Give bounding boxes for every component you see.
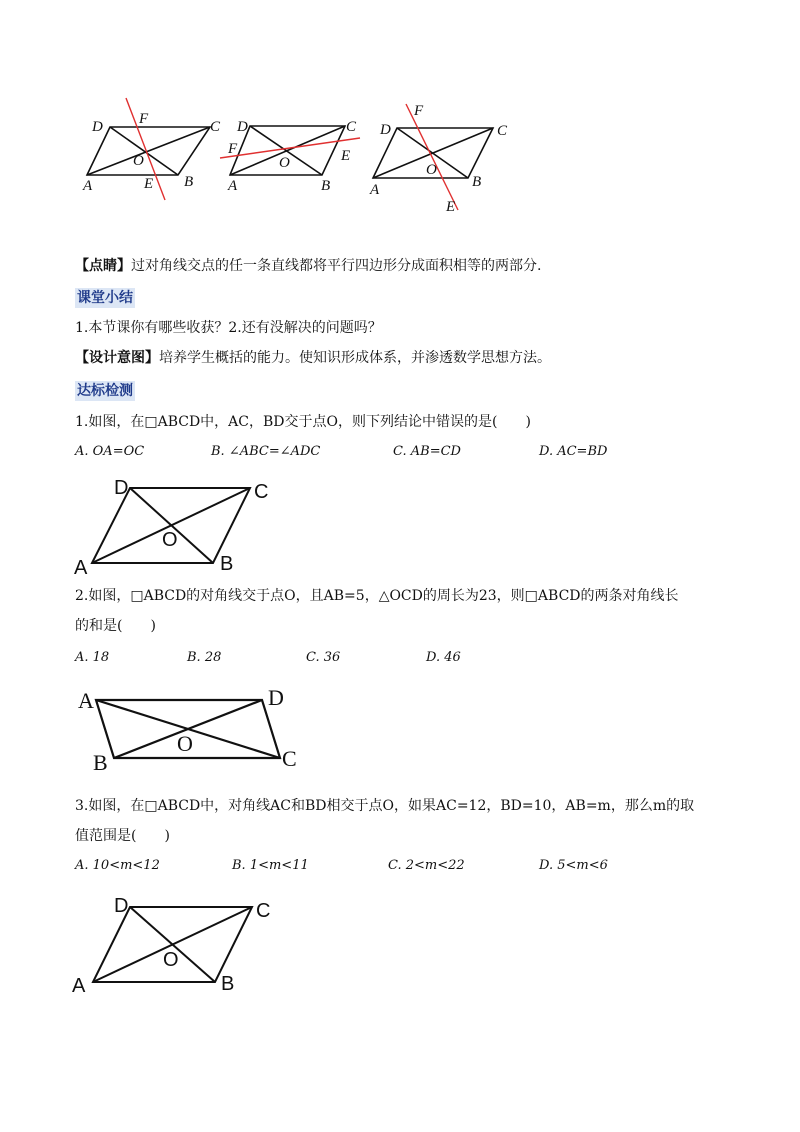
intent-line (75, 348, 551, 368)
q3-label-o: O (163, 949, 179, 971)
summary-questions: 1.本节课你有哪些收获？2.还有没解决的问题吗？ (75, 320, 382, 336)
q2-text-line1: 2.如图，□ABCD的对角线交于点O，且AB=5，△OCD的周长为23，则□ABCD的两条对角线长 (75, 588, 679, 604)
figure-3-labels (369, 103, 508, 215)
diagonal-bd-1 (110, 127, 178, 175)
label-d: D (92, 119, 103, 135)
q2-label-d: D (268, 685, 284, 710)
q1-diagonal-bd (130, 488, 213, 563)
figure-2-labels (227, 119, 357, 194)
q2-text-line2: 的和是( ) (75, 618, 156, 634)
q2-option-d: D. 46 (426, 650, 461, 665)
q3-label-d: D (114, 895, 129, 917)
tip-label: 【点睛】 (75, 258, 131, 274)
q2-option-c: C. 36 (306, 650, 341, 665)
top-figures (60, 90, 540, 220)
label-a: A (370, 182, 380, 198)
q3-label-c: C (256, 900, 271, 922)
q2-label-c: C (282, 746, 297, 771)
summary-heading: 课堂小结 (77, 290, 133, 306)
q1-label-o: O (162, 529, 178, 551)
q1-option-d: D. AC=BD (539, 444, 608, 459)
q3-option-d: D. 5<m<6 (539, 858, 608, 873)
label-d: D (380, 122, 391, 138)
label-f: F (228, 141, 238, 157)
q1-option-b: B. ∠ABC=∠ADC (211, 444, 321, 459)
tip-line (75, 256, 541, 276)
label-a: A (228, 178, 238, 194)
label-d: D (237, 119, 248, 135)
intent-text: 培养学生概括的能力。使知识形成体系，并渗透数学思想方法。 (159, 350, 551, 366)
label-e: E (446, 199, 456, 215)
q1-text: 1.如图，在□ABCD中，AC，BD交于点O，则下列结论中错误的是( ) (75, 414, 531, 430)
label-e: E (341, 148, 351, 164)
q1-label-c: C (254, 481, 269, 503)
q3-label-a: A (72, 975, 86, 997)
figure-3 (373, 104, 493, 210)
label-e: E (144, 176, 154, 192)
q1-label-d: D (114, 477, 129, 499)
q3-option-c: C. 2<m<22 (388, 858, 465, 873)
q2-option-b: B. 28 (187, 650, 222, 665)
label-b: B (321, 178, 331, 194)
q3-option-a: A. 10<m<12 (75, 858, 160, 873)
label-o: O (426, 162, 437, 178)
label-o: O (279, 155, 290, 171)
label-f: F (414, 103, 424, 119)
q2-label-b: B (93, 750, 108, 775)
q3-text-line1: 3.如图，在□ABCD中，对角线AC和BD相交于点O，如果AC=12，BD=10，AB=m，那么m的取 (75, 798, 695, 814)
label-o: O (133, 153, 144, 169)
q2-option-a: A. 18 (75, 650, 110, 665)
intent-label: 【设计意图】 (75, 350, 159, 366)
q1-option-c: C. AB=CD (393, 444, 461, 459)
check-heading: 达标检测 (77, 383, 133, 399)
q3-option-b: B. 1<m<11 (232, 858, 309, 873)
q2-label-o: O (177, 731, 193, 756)
q1-option-a: A. OA=OC (75, 444, 145, 459)
q1-label-b: B (220, 553, 234, 575)
label-f: F (139, 111, 149, 127)
label-c: C (210, 119, 221, 135)
diagonal-ac-1 (87, 127, 210, 175)
label-b: B (472, 174, 482, 190)
q3-text-line2: 值范围是( ) (75, 828, 170, 844)
secant-line-3 (406, 104, 458, 210)
q3-figure (70, 890, 290, 1000)
tip-text: 过对角线交点的任一条直线都将平行四边形分成面积相等的两部分. (131, 258, 542, 274)
label-b: B (184, 174, 194, 190)
label-c: C (497, 123, 508, 139)
label-a: A (83, 178, 93, 194)
q3-label-b: B (221, 973, 235, 995)
figure-1-labels (82, 111, 221, 194)
q2-label-a: A (78, 688, 94, 713)
q1-figure (70, 470, 290, 580)
q2-figure (70, 680, 310, 780)
q1-label-a: A (74, 557, 88, 579)
label-c: C (346, 119, 357, 135)
